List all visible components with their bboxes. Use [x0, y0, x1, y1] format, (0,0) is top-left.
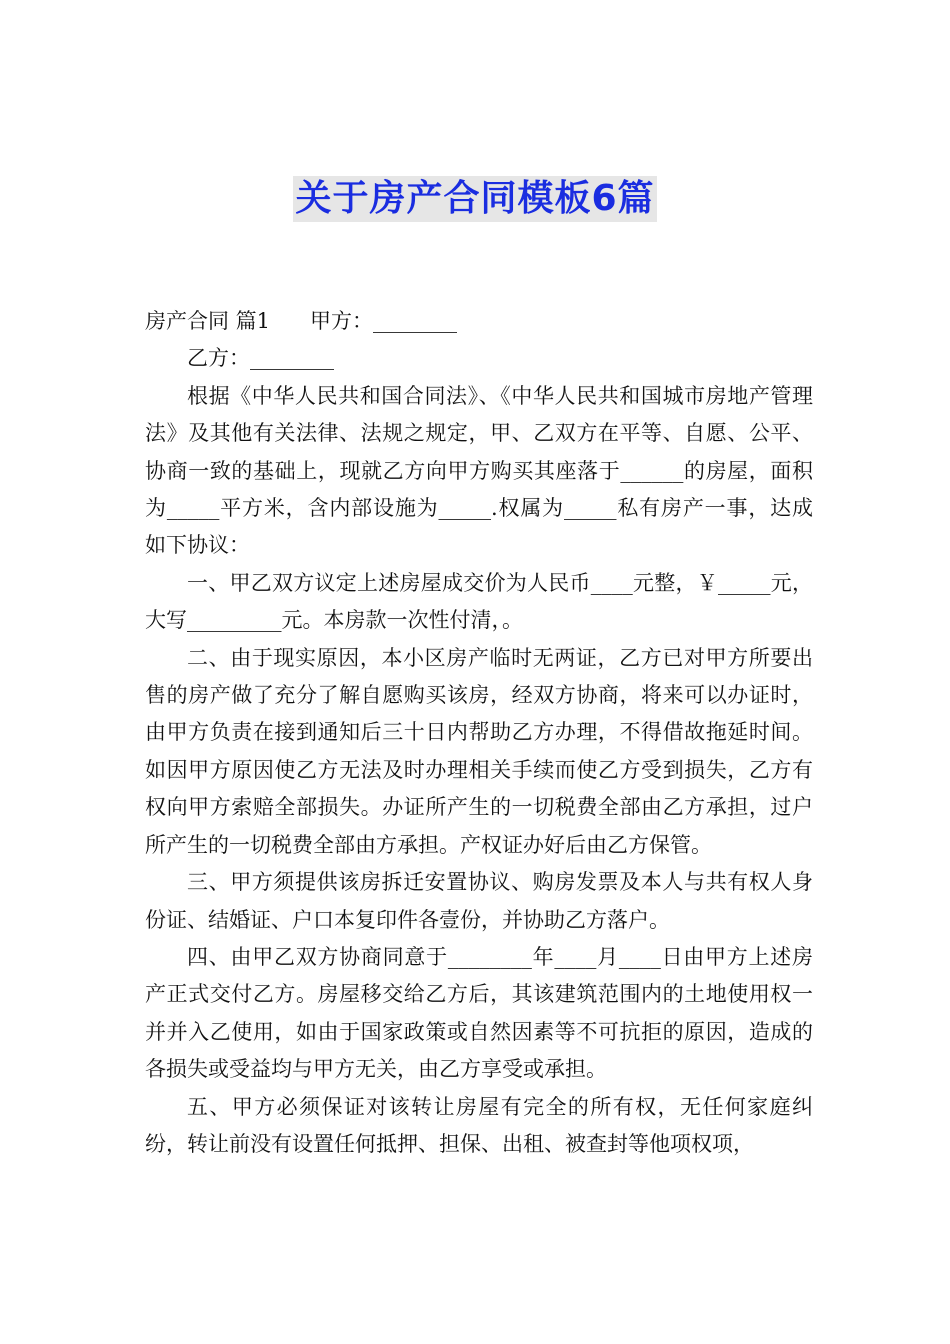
document-title: 关于房产合同模板6篇	[293, 176, 656, 222]
paragraph-clause-5: 五、甲方必须保证对该转让房屋有完全的所有权，无任何家庭纠纷，转让前没有设置任何抵押、担保、出租、被查封等他项权项，	[145, 1094, 813, 1156]
paragraph-clause-1: 一、甲乙双方议定上述房屋成交价为人民币____元整，￥_____元，大写_________元。本房款一次性付清，。	[145, 570, 813, 633]
title-container	[0, 176, 950, 222]
first-line	[145, 303, 813, 340]
paragraph-intro: 根据《中华人民共和国合同法》、《中华人民共和国城市房地产管理法》及其他有关法律、法规之规定，甲、乙双方在平等、自愿、公平、协商一致的基础上，现就乙方向甲方购买其座落于______的房屋，面积为_____平方米，含内部设施为_____.权属为_____私有房产一事，达成如下协议：	[145, 383, 813, 558]
paragraph-clause-4: 四、由甲乙双方协商同意于________年____月____日由甲方上述房产正式交付乙方。房屋移交给乙方后，其该建筑范围内的土地使用权一并并入乙使用，如由于国家政策或自然因素等不可抗拒的原因，造成的各损失或受益均与甲方无关，由乙方享受或承担。	[145, 944, 813, 1082]
party-b-line: 乙方：________	[187, 346, 334, 371]
document-body	[145, 303, 813, 1163]
party-a-line: 甲方：________	[310, 309, 458, 333]
paragraph-clause-2: 二、由于现实原因，本小区房产临时无两证，乙方已对甲方所要出售的房产做了充分了解自愿购买该房，经双方协商，将来可以办证时，由甲方负责在接到通知后三十日内帮助乙方办理，不得借故拖延时间。如因甲方原因使乙方无法及时办理相关手续而使乙方受到损失，乙方有权向甲方索赔全部损失。办证所产生的一切税费全部由乙方承担，过户所产生的一切税费全部由方承担。产权证办好后由乙方保管。	[145, 645, 813, 857]
paragraph-clause-3: 三、甲方须提供该房拆迁安置协议、购房发票及本人与共有权人身份证、结婚证、户口本复印件各壹份，并协助乙方落户。	[145, 870, 813, 932]
section-heading: 房产合同 篇1	[145, 309, 271, 333]
